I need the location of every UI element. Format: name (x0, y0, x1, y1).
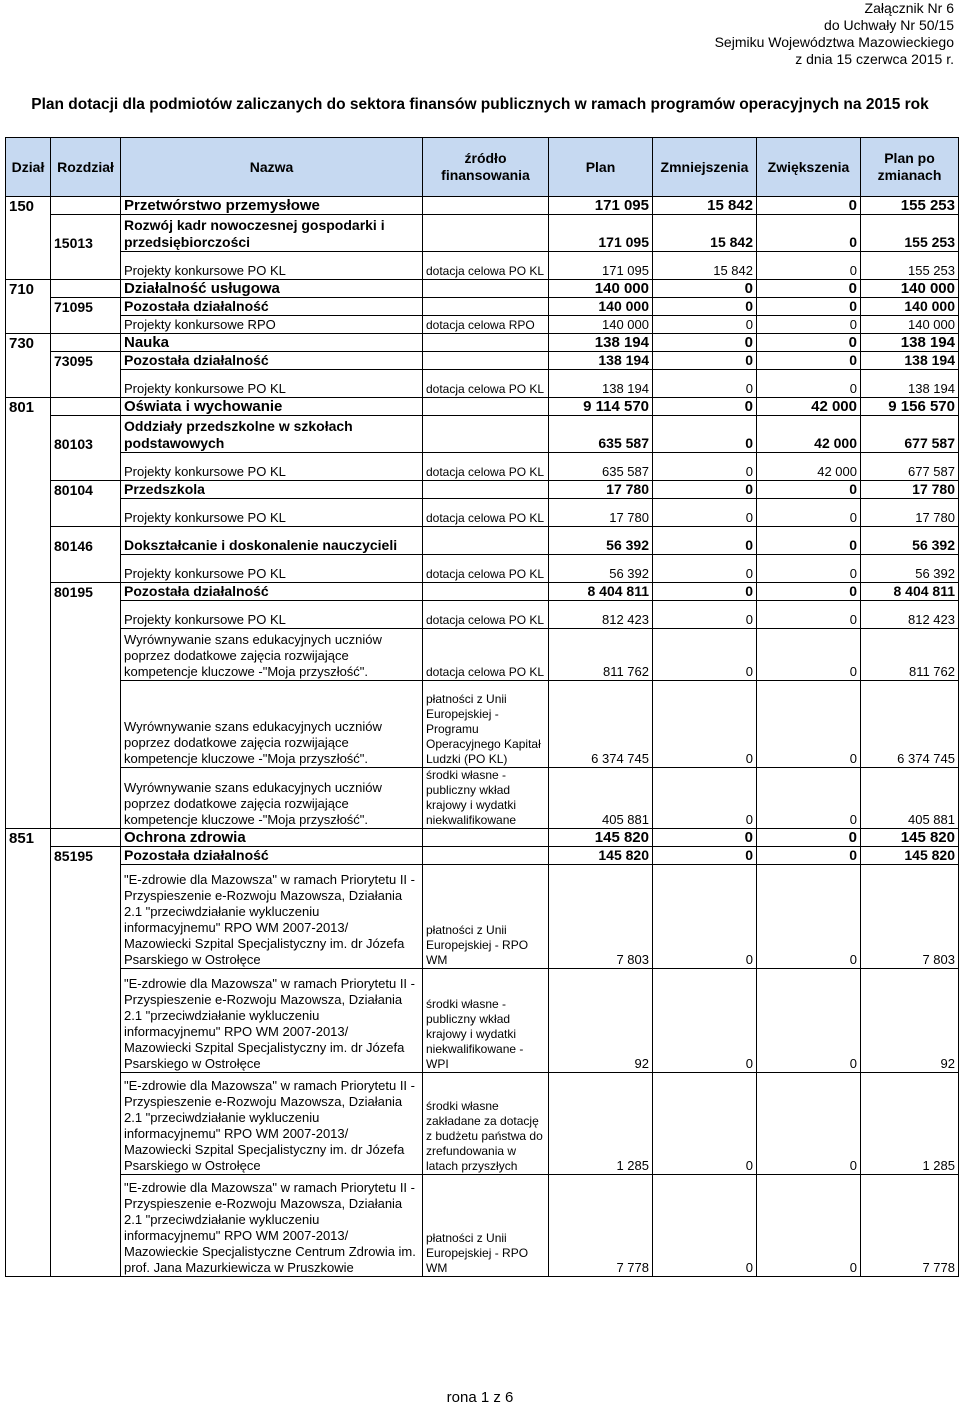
table-row (6, 280, 959, 298)
table-row (6, 1073, 959, 1175)
table-row (6, 316, 959, 334)
cell-zwiekszenia: 0 (757, 681, 861, 768)
cell-rozdzial (51, 453, 121, 481)
cell-zmniejszenia: 0 (653, 527, 757, 555)
cell-zrodlo (423, 398, 549, 416)
cell-zmniejszenia: 0 (653, 316, 757, 334)
cell-zrodlo (423, 334, 549, 352)
cell-zwiekszenia: 0 (757, 601, 861, 629)
cell-nazwa: "E-zdrowie dla Mazowsza" w ramach Priorytetu II - Przyspieszenie e-Rozwoju Mazowsza, Działania 2.1 "przeciwdziałanie wykluczeniu informacyjnemu" RPO WM 2007-2013/ Mazowiecki Szpital Specjalistyczny im. dr Józefa Psarskiego w Ostrołęce (121, 1073, 423, 1175)
table-row (6, 197, 959, 215)
cell-dzial (6, 352, 51, 370)
cell-dzial (6, 847, 51, 865)
cell-plan: 145 820 (549, 847, 653, 865)
cell-zmniejszenia: 0 (653, 865, 757, 969)
cell-plan-po: 811 762 (861, 629, 959, 681)
cell-zwiekszenia: 0 (757, 527, 861, 555)
cell-plan-po: 140 000 (861, 298, 959, 316)
cell-plan-po: 8 404 811 (861, 583, 959, 601)
cell-zmniejszenia: 0 (653, 398, 757, 416)
cell-zrodlo (423, 527, 549, 555)
cell-dzial (6, 555, 51, 583)
cell-nazwa: Oświata i wychowanie (121, 398, 423, 416)
cell-plan: 140 000 (549, 280, 653, 298)
cell-plan: 138 194 (549, 334, 653, 352)
cell-dzial (6, 583, 51, 601)
cell-nazwa: Pozostała działalność (121, 298, 423, 316)
table-row (6, 555, 959, 583)
cell-nazwa: Projekty konkursowe PO KL (121, 499, 423, 527)
cell-nazwa: Projekty konkursowe RPO (121, 316, 423, 334)
cell-zwiekszenia: 0 (757, 298, 861, 316)
cell-nazwa: "E-zdrowie dla Mazowsza" w ramach Priorytetu II - Przyspieszenie e-Rozwoju Mazowsza, Działania 2.1 "przeciwdziałanie wykluczeniu informacyjnemu" RPO WM 2007-2013/ Mazowieckie Specjalistyczne Centrum Zdrowia im. prof. Jana Mazurkiewicza w Pruszkowie (121, 1175, 423, 1277)
cell-dzial (6, 453, 51, 481)
cell-plan: 635 587 (549, 416, 653, 453)
cell-nazwa: Rozwój kadr nowoczesnej gospodarki i przedsiębiorczości (121, 215, 423, 252)
cell-zrodlo: dotacja celowa RPO (423, 316, 549, 334)
cell-plan: 140 000 (549, 316, 653, 334)
cell-zmniejszenia: 0 (653, 334, 757, 352)
cell-dzial: 801 (6, 398, 51, 416)
cell-nazwa: Wyrównywanie szans edukacyjnych uczniów poprzez dodatkowe zajęcia rozwijające kompetencje kluczowe -"Moja przyszłość". (121, 629, 423, 681)
col-header-rozdzial: Rozdział (51, 138, 121, 197)
resolution-date: z dnia 15 czerwca 2015 r. (795, 51, 954, 67)
cell-zmniejszenia: 0 (653, 629, 757, 681)
cell-plan-po: 155 253 (861, 252, 959, 280)
cell-zmniejszenia: 0 (653, 969, 757, 1073)
cell-plan: 140 000 (549, 298, 653, 316)
cell-plan-po: 138 194 (861, 352, 959, 370)
cell-zwiekszenia: 0 (757, 768, 861, 829)
cell-zrodlo: dotacja celowa PO KL (423, 601, 549, 629)
cell-plan: 145 820 (549, 829, 653, 847)
page-title: Plan dotacji dla podmiotów zaliczanych do sektora finansów publicznych w ramach programów operacyjnych na 2015 rok (31, 96, 929, 113)
cell-rozdzial: 71095 (51, 298, 121, 316)
cell-zrodlo: płatności z Unii Europejskiej - RPO WM (423, 865, 549, 969)
cell-zrodlo: dotacja celowa PO KL (423, 252, 549, 280)
cell-plan: 405 881 (549, 768, 653, 829)
cell-nazwa: Pozostała działalność (121, 847, 423, 865)
cell-dzial (6, 481, 51, 499)
cell-zwiekszenia: 0 (757, 829, 861, 847)
cell-plan: 9 114 570 (549, 398, 653, 416)
cell-zwiekszenia: 0 (757, 1175, 861, 1277)
cell-zmniejszenia: 0 (653, 847, 757, 865)
cell-rozdzial (51, 1175, 121, 1277)
cell-zwiekszenia: 0 (757, 316, 861, 334)
cell-zrodlo: środki własne - publiczny wkład krajowy i wydatki niekwalifikowane - WPI (423, 969, 549, 1073)
table-row (6, 847, 959, 865)
cell-dzial: 150 (6, 197, 51, 215)
cell-zrodlo: płatności z Unii Europejskiej - Programu Operacyjnego Kapitał Ludzki (PO KL) (423, 681, 549, 768)
cell-plan-po: 92 (861, 969, 959, 1073)
cell-rozdzial (51, 280, 121, 298)
cell-rozdzial (51, 197, 121, 215)
cell-zrodlo (423, 829, 549, 847)
cell-zrodlo: dotacja celowa PO KL (423, 370, 549, 398)
cell-rozdzial (51, 829, 121, 847)
cell-nazwa: Wyrównywanie szans edukacyjnych uczniów poprzez dodatkowe zajęcia rozwijające kompetencje kluczowe -"Moja przyszłość". (121, 768, 423, 829)
cell-plan-po: 1 285 (861, 1073, 959, 1175)
cell-plan-po: 138 194 (861, 334, 959, 352)
cell-zmniejszenia: 0 (653, 499, 757, 527)
cell-rozdzial: 73095 (51, 352, 121, 370)
cell-nazwa: "E-zdrowie dla Mazowsza" w ramach Priorytetu II - Przyspieszenie e-Rozwoju Mazowsza, Działania 2.1 "przeciwdziałanie wykluczeniu informacyjnemu" RPO WM 2007-2013/ Mazowiecki Szpital Specjalistyczny im. dr Józefa Psarskiego w Ostrołęce (121, 969, 423, 1073)
cell-dzial (6, 416, 51, 453)
table-row (6, 398, 959, 416)
cell-dzial: 851 (6, 829, 51, 847)
cell-rozdzial: 15013 (51, 215, 121, 252)
cell-plan-po: 145 820 (861, 829, 959, 847)
cell-zrodlo (423, 197, 549, 215)
cell-rozdzial: 80146 (51, 527, 121, 555)
cell-zrodlo: środki własne - publiczny wkład krajowy i wydatki niekwalifikowane (423, 768, 549, 829)
cell-plan-po: 405 881 (861, 768, 959, 829)
cell-zrodlo: dotacja celowa PO KL (423, 453, 549, 481)
cell-zrodlo (423, 215, 549, 252)
cell-plan-po: 9 156 570 (861, 398, 959, 416)
table-row (6, 1175, 959, 1277)
cell-zmniejszenia: 0 (653, 352, 757, 370)
table-row (6, 601, 959, 629)
cell-nazwa: Dokształcanie i doskonalenie nauczycieli (121, 527, 423, 555)
cell-zrodlo: dotacja celowa PO KL (423, 629, 549, 681)
cell-nazwa: Wyrównywanie szans edukacyjnych uczniów poprzez dodatkowe zajęcia rozwijające kompetencje kluczowe -"Moja przyszłość". (121, 681, 423, 768)
cell-zmniejszenia: 0 (653, 601, 757, 629)
cell-plan-po: 7 803 (861, 865, 959, 969)
cell-zwiekszenia: 0 (757, 499, 861, 527)
page-number: rona 1 z 6 (446, 1389, 514, 1406)
cell-plan: 171 095 (549, 215, 653, 252)
cell-zrodlo (423, 583, 549, 601)
cell-plan: 7 803 (549, 865, 653, 969)
cell-zrodlo: dotacja celowa PO KL (423, 499, 549, 527)
cell-rozdzial: 80103 (51, 416, 121, 453)
cell-nazwa: Projekty konkursowe PO KL (121, 601, 423, 629)
cell-plan: 635 587 (549, 453, 653, 481)
cell-zrodlo (423, 298, 549, 316)
cell-nazwa: Projekty konkursowe PO KL (121, 453, 423, 481)
resolution-number: do Uchwały Nr 50/15 (824, 17, 954, 33)
cell-plan: 56 392 (549, 527, 653, 555)
cell-rozdzial (51, 252, 121, 280)
cell-plan: 17 780 (549, 481, 653, 499)
cell-zmniejszenia: 0 (653, 370, 757, 398)
cell-rozdzial (51, 601, 121, 629)
cell-dzial (6, 370, 51, 398)
cell-rozdzial: 85195 (51, 847, 121, 865)
cell-rozdzial (51, 865, 121, 969)
cell-zmniejszenia: 0 (653, 453, 757, 481)
col-header-dzial: Dział (6, 138, 51, 197)
cell-zmniejszenia: 0 (653, 280, 757, 298)
cell-rozdzial (51, 370, 121, 398)
cell-nazwa: Projekty konkursowe PO KL (121, 370, 423, 398)
cell-dzial (6, 601, 51, 629)
cell-zmniejszenia: 15 842 (653, 252, 757, 280)
cell-dzial (6, 1073, 51, 1175)
cell-plan-po: 17 780 (861, 481, 959, 499)
cell-zwiekszenia: 0 (757, 865, 861, 969)
cell-rozdzial (51, 499, 121, 527)
table-header-row (6, 138, 959, 197)
col-header-plan: Plan (549, 138, 653, 197)
attachment-number: Załącznik Nr 6 (864, 0, 954, 16)
table-row (6, 453, 959, 481)
cell-zwiekszenia: 0 (757, 334, 861, 352)
col-header-zwiekszenia: Zwiększenia (757, 138, 861, 197)
cell-nazwa: Projekty konkursowe PO KL (121, 555, 423, 583)
cell-rozdzial: 80195 (51, 583, 121, 601)
cell-dzial: 730 (6, 334, 51, 352)
cell-nazwa: Nauka (121, 334, 423, 352)
table-row (6, 629, 959, 681)
cell-zwiekszenia: 42 000 (757, 398, 861, 416)
cell-plan: 8 404 811 (549, 583, 653, 601)
cell-plan: 171 095 (549, 252, 653, 280)
cell-plan: 17 780 (549, 499, 653, 527)
cell-zrodlo: środki własne zakładane za dotację z budżetu państwa do zrefundowania w latach przyszłych (423, 1073, 549, 1175)
cell-nazwa: Przedszkola (121, 481, 423, 499)
cell-zmniejszenia: 0 (653, 1073, 757, 1175)
table-row (6, 215, 959, 252)
cell-dzial (6, 215, 51, 252)
table-row (6, 768, 959, 829)
cell-plan-po: 6 374 745 (861, 681, 959, 768)
cell-plan-po: 140 000 (861, 280, 959, 298)
cell-plan-po: 155 253 (861, 197, 959, 215)
cell-zrodlo (423, 352, 549, 370)
cell-rozdzial (51, 555, 121, 583)
cell-plan: 1 285 (549, 1073, 653, 1175)
cell-dzial (6, 316, 51, 334)
table-row (6, 334, 959, 352)
cell-nazwa: Pozostała działalność (121, 352, 423, 370)
cell-plan-po: 812 423 (861, 601, 959, 629)
cell-rozdzial (51, 969, 121, 1073)
cell-plan: 7 778 (549, 1175, 653, 1277)
table-row (6, 681, 959, 768)
cell-rozdzial (51, 629, 121, 681)
cell-zwiekszenia: 0 (757, 847, 861, 865)
cell-zmniejszenia: 0 (653, 416, 757, 453)
cell-nazwa: Pozostała działalność (121, 583, 423, 601)
col-header-zmniejszenia: Zmniejszenia (653, 138, 757, 197)
cell-plan-po: 56 392 (861, 555, 959, 583)
cell-zwiekszenia: 0 (757, 352, 861, 370)
cell-zwiekszenia: 0 (757, 215, 861, 252)
cell-plan-po: 138 194 (861, 370, 959, 398)
cell-zmniejszenia: 0 (653, 481, 757, 499)
subsidy-table (5, 137, 959, 1277)
cell-zmniejszenia: 0 (653, 298, 757, 316)
council-name: Sejmiku Województwa Mazowieckiego (714, 34, 954, 50)
cell-rozdzial (51, 1073, 121, 1175)
table-row (6, 370, 959, 398)
cell-nazwa: Działalność usługowa (121, 280, 423, 298)
cell-plan: 812 423 (549, 601, 653, 629)
cell-dzial: 710 (6, 280, 51, 298)
cell-zrodlo (423, 481, 549, 499)
table-row (6, 481, 959, 499)
table-row (6, 583, 959, 601)
cell-plan-po: 677 587 (861, 416, 959, 453)
cell-zmniejszenia: 0 (653, 555, 757, 583)
cell-zwiekszenia: 0 (757, 252, 861, 280)
table-row (6, 499, 959, 527)
col-header-nazwa: Nazwa (121, 138, 423, 197)
cell-dzial (6, 1175, 51, 1277)
table-row (6, 829, 959, 847)
cell-zrodlo: dotacja celowa PO KL (423, 555, 549, 583)
cell-plan: 138 194 (549, 352, 653, 370)
cell-dzial (6, 298, 51, 316)
cell-zmniejszenia: 0 (653, 583, 757, 601)
cell-zwiekszenia: 42 000 (757, 453, 861, 481)
table-row (6, 416, 959, 453)
cell-nazwa: Ochrona zdrowia (121, 829, 423, 847)
cell-rozdzial (51, 768, 121, 829)
cell-nazwa: Przetwórstwo przemysłowe (121, 197, 423, 215)
cell-plan-po: 7 778 (861, 1175, 959, 1277)
cell-plan: 811 762 (549, 629, 653, 681)
cell-plan: 171 095 (549, 197, 653, 215)
table-row (6, 527, 959, 555)
cell-plan-po: 56 392 (861, 527, 959, 555)
cell-plan-po: 677 587 (861, 453, 959, 481)
table-row (6, 352, 959, 370)
table-row (6, 865, 959, 969)
cell-zwiekszenia: 0 (757, 1073, 861, 1175)
cell-rozdzial (51, 316, 121, 334)
cell-dzial (6, 969, 51, 1073)
cell-nazwa: Projekty konkursowe PO KL (121, 252, 423, 280)
cell-zwiekszenia: 0 (757, 555, 861, 583)
document-header (715, 0, 954, 68)
cell-rozdzial (51, 398, 121, 416)
table-row (6, 252, 959, 280)
cell-dzial (6, 768, 51, 829)
cell-rozdzial (51, 334, 121, 352)
cell-zrodlo: płatności z Unii Europejskiej - RPO WM (423, 1175, 549, 1277)
cell-plan: 138 194 (549, 370, 653, 398)
cell-plan: 56 392 (549, 555, 653, 583)
col-header-zrodlo: źródło finansowania (423, 138, 549, 197)
cell-plan: 92 (549, 969, 653, 1073)
cell-zrodlo (423, 280, 549, 298)
table-row (6, 969, 959, 1073)
cell-dzial (6, 681, 51, 768)
cell-zmniejszenia: 15 842 (653, 197, 757, 215)
cell-dzial (6, 865, 51, 969)
cell-zmniejszenia: 15 842 (653, 215, 757, 252)
cell-plan-po: 145 820 (861, 847, 959, 865)
cell-zwiekszenia: 0 (757, 481, 861, 499)
table-row (6, 298, 959, 316)
cell-nazwa: Oddziały przedszkolne w szkołach podstawowych (121, 416, 423, 453)
cell-plan-po: 17 780 (861, 499, 959, 527)
cell-zwiekszenia: 0 (757, 583, 861, 601)
cell-zmniejszenia: 0 (653, 829, 757, 847)
cell-rozdzial: 80104 (51, 481, 121, 499)
cell-zwiekszenia: 42 000 (757, 416, 861, 453)
cell-dzial (6, 527, 51, 555)
col-header-plan-po: Plan po zmianach (861, 138, 959, 197)
cell-plan: 6 374 745 (549, 681, 653, 768)
cell-plan-po: 140 000 (861, 316, 959, 334)
cell-zrodlo (423, 416, 549, 453)
cell-dzial (6, 252, 51, 280)
cell-zmniejszenia: 0 (653, 681, 757, 768)
cell-zwiekszenia: 0 (757, 969, 861, 1073)
cell-zmniejszenia: 0 (653, 768, 757, 829)
cell-dzial (6, 499, 51, 527)
cell-zwiekszenia: 0 (757, 280, 861, 298)
cell-plan-po: 155 253 (861, 215, 959, 252)
cell-rozdzial (51, 681, 121, 768)
cell-dzial (6, 629, 51, 681)
cell-zrodlo (423, 847, 549, 865)
cell-zwiekszenia: 0 (757, 370, 861, 398)
cell-zwiekszenia: 0 (757, 197, 861, 215)
cell-zwiekszenia: 0 (757, 629, 861, 681)
cell-nazwa: "E-zdrowie dla Mazowsza" w ramach Priorytetu II - Przyspieszenie e-Rozwoju Mazowsza, Działania 2.1 "przeciwdziałanie wykluczeniu informacyjnemu" RPO WM 2007-2013/ Mazowiecki Szpital Specjalistyczny im. dr Józefa Psarskiego w Ostrołęce (121, 865, 423, 969)
cell-zmniejszenia: 0 (653, 1175, 757, 1277)
